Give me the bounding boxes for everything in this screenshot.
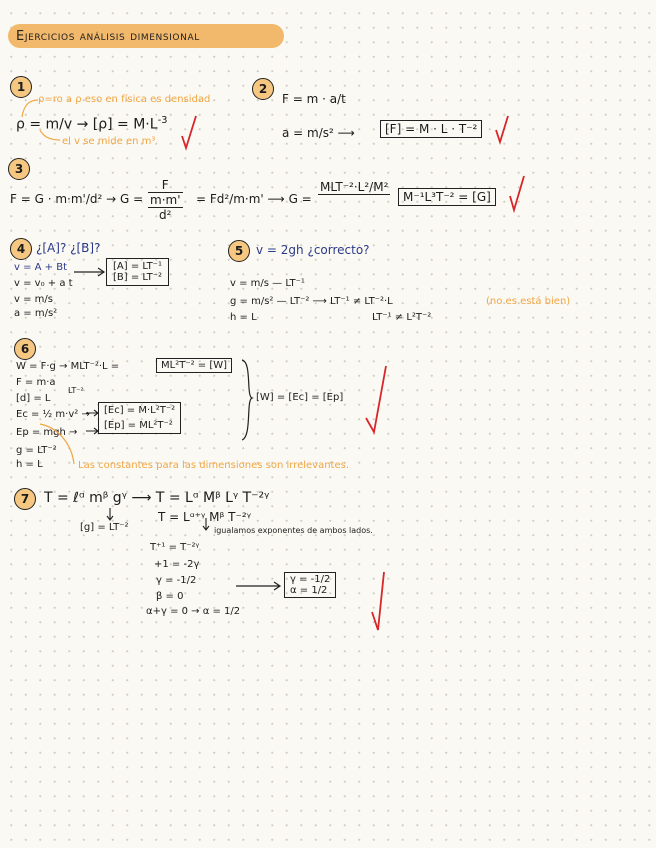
exercise-6-potential: Ep = mgh →	[16, 427, 78, 438]
exercise-3-expr1: F = G · m·m'/d² → G =	[10, 192, 144, 206]
exercise-6-brace	[242, 360, 252, 440]
exercise-7-equation: T = ℓᵅ mᵝ gᵞ ⟶ T = Lᵅ Mᵝ Lᵞ T⁻²ᵞ	[44, 490, 270, 506]
exercise-7-step5: α+γ = 0 → α = 1/2	[146, 606, 241, 617]
exercise-6-number: 6	[14, 338, 36, 360]
exercise-1-formula: $\rho = m/v \to [\rho] = M\cdot L^{-3}$	[16, 115, 168, 133]
exercise-4-line4: a = m/s²	[14, 308, 58, 319]
exercise-7-arrow	[236, 582, 280, 590]
exercise-5-question: v = 2gh ¿correcto?	[256, 243, 370, 257]
exercise-5-number: 5	[228, 240, 250, 262]
exercise-4-result-a: [A] = LT⁻¹	[113, 261, 162, 272]
exercise-7-result-alpha: α = 1/2	[290, 585, 328, 596]
exercise-6-arrow-ep	[86, 428, 98, 434]
exercise-4-line2: v = v₀ + a t	[14, 278, 73, 289]
exercise-6-force-note: LT⁻²	[68, 386, 84, 395]
exercise-7-result-gamma: γ = -1/2	[290, 574, 331, 585]
exercise-1-note-curve	[22, 100, 38, 117]
exercise-6-height: h = L	[16, 459, 43, 470]
page-title: Ejercicios análisis dimensional	[16, 29, 200, 44]
exercise-6-kinetic-dim: [Ec] = M·L²T⁻²	[104, 405, 176, 416]
exercise-7-g-dim: [g] = LT⁻²	[80, 522, 129, 533]
exercise-5-line3: h = L	[230, 312, 257, 323]
exercise-7-number: 7	[14, 488, 36, 510]
exercise-5-line1: v = m/s — LT⁻¹	[230, 278, 305, 289]
exercise-3-expr2: = Fd²/m·m' ⟶ G =	[196, 192, 312, 206]
exercise-6-kinetic: Ec = ½ m·v² →	[16, 409, 90, 420]
exercise-3-result: M⁻¹L³T⁻² = [G]	[398, 188, 496, 206]
exercise-3-expr3: MLT⁻²·L²/M²	[320, 180, 389, 194]
exercise-2-number: 2	[252, 78, 274, 100]
exercise-7-step1: T⁺¹ = T⁻²ᵞ	[150, 542, 200, 553]
exercise-2-line1: F = m · a/t	[282, 92, 346, 106]
exercise-4-question: ¿[A]? ¿[B]?	[36, 241, 101, 255]
exercise-4-line1: v = A + Bt	[14, 262, 68, 273]
exercise-7-note: igualamos exponentes de ambos lados.	[214, 526, 373, 535]
exercise-7-step4: β = 0	[156, 591, 184, 602]
exercise-6-distance: [d] = L	[16, 393, 51, 404]
exercise-5-line4: LT⁻¹ ≠ L²T⁻²	[372, 312, 432, 323]
exercise-3-fraction-g: F m·m' d²	[150, 178, 181, 222]
exercise-6-work-box: ML²T⁻² = [W]	[156, 358, 232, 373]
exercise-6-brace-result: [W] = [Ec] = [Ep]	[256, 392, 344, 403]
exercise-1-note-curve-2	[40, 130, 60, 140]
exercise-5-line2: g = m/s² — LT⁻² ⟶ LT⁻¹ ≠ LT⁻²·L	[230, 296, 393, 307]
exercise-7-step2: +1 = -2γ	[154, 559, 200, 570]
exercise-1-note-bottom: el v se mide en m³	[62, 136, 156, 147]
exercise-7-equation2: T = Lᵅ⁺ᵞ Mᵝ T⁻²ᵞ	[158, 510, 252, 524]
exercise-2-line2: a = m/s² ⟶	[282, 126, 355, 140]
exercise-1-number: 1	[10, 76, 32, 98]
exercise-4-number: 4	[10, 238, 32, 260]
exercise-6-note-curve	[40, 424, 74, 464]
exercise-4-line3: v = m/s	[14, 294, 53, 305]
exercise-5-note: (no es está bien)	[486, 296, 571, 307]
exercise-4-result-b: [B] = LT⁻²	[113, 272, 162, 283]
exercise-6-potential-dim: [Ep] = ML²T⁻²	[104, 420, 173, 431]
exercise-2-result: [F] = M · L · T⁻²	[380, 120, 482, 138]
exercise-1-note-top: ρ=ro a ρ eso en física es densidad	[38, 94, 211, 105]
exercise-7-arrow-down-2	[203, 518, 209, 530]
exercise-6-work: W = F·g → MLT⁻²·L =	[16, 361, 120, 372]
exercise-6-force: F = m·a	[16, 377, 56, 388]
exercise-6-arrow-ec	[86, 410, 98, 416]
check-icon-2	[496, 116, 508, 142]
exercise-7-step3: γ = -1/2	[156, 575, 197, 586]
check-icon-3	[510, 176, 524, 210]
check-icon-4	[366, 366, 386, 432]
check-icon-1	[182, 116, 196, 148]
exercise-7-arrow-down	[107, 508, 113, 520]
check-icon-5	[372, 572, 384, 630]
exercise-6-note: Las constantes para las dimensiones son irrelevantes.	[78, 460, 350, 471]
exercise-6-gravity: g = LT⁻²	[16, 445, 57, 456]
exercise-4-arrow	[74, 268, 104, 276]
exercise-3-number: 3	[8, 158, 30, 180]
